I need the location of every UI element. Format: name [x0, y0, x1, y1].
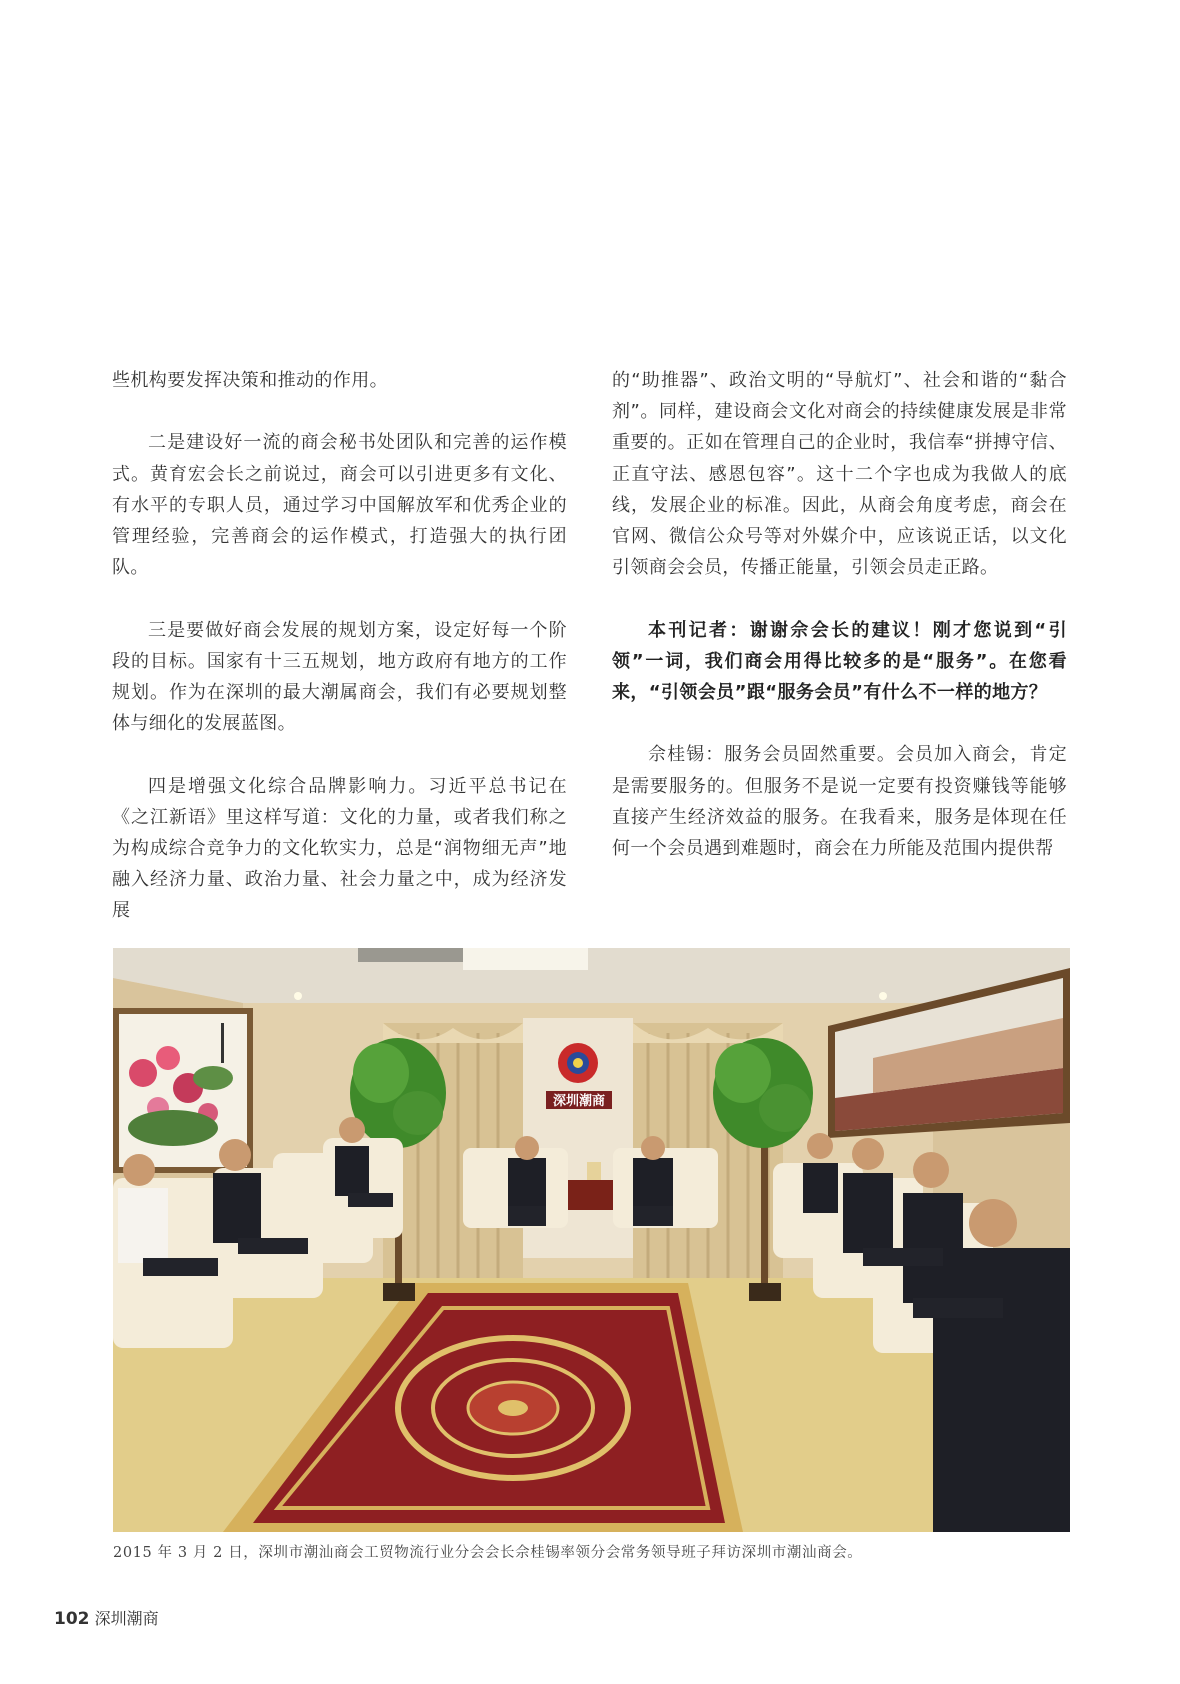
- paragraph: 本刊记者：谢谢佘会长的建议！刚才您说到“引领”一词，我们商会用得比较多的是“服务”。在您看来，“引领会员”跟“服务会员”有什么不一样的地方？: [612, 619, 1067, 704]
- left-text-column: [112, 365, 567, 927]
- paragraph: 二是建设好一流的商会秘书处团队和完善的运作模式。黄育宏会长之前说过，商会可以引进更多有文化、有水平的专职人员，通过学习中国解放军和优秀企业的管理经验，完善商会的运作模式，打造强大的执行团队。: [112, 432, 567, 579]
- paragraph: 四是增强文化综合品牌影响力。习近平总书记在《之江新语》里这样写道：文化的力量，或者我们称之为构成综合竞争力的文化软实力，总是“润物细无声”地融入经济力量、政治力量、社会力量之中，成为经济发展: [112, 775, 567, 922]
- page-number: 102: [54, 1609, 90, 1629]
- paragraph: 些机构要发挥决策和推动的作用。: [112, 370, 388, 391]
- ceiling-vent: [358, 948, 463, 962]
- page-folio: [54, 1606, 159, 1629]
- logo-sign-text: 深圳潮商: [552, 1094, 606, 1109]
- chamber-logo: [558, 1043, 598, 1083]
- paragraph: 佘桂锡：服务会员固然重要。会员加入商会，肯定是需要服务的。但服务不是说一定要有投资赚钱等能够直接产生经济效益的服务。在我看来，服务是体现在任何一个会员遇到难题时，商会在力所能及范围内提供帮: [612, 744, 1067, 860]
- magazine-name: 深圳潮商: [94, 1609, 159, 1628]
- tea-table: [565, 1180, 621, 1210]
- meeting-room-illustration: [113, 948, 1070, 1532]
- right-text-column: [612, 365, 1067, 864]
- paragraph: 三是要做好商会发展的规划方案，设定好每一个阶段的目标。国家有十三五规划，地方政府有地方的工作规划。作为在深圳的最大潮属商会，我们有必要规划整体与细化的发展蓝图。: [112, 619, 567, 735]
- paragraph: 的“助推器”、政治文明的“导航灯”、社会和谐的“黏合剂”。同样，建设商会文化对商会的持续健康发展是非常重要的。正如在管理自己的企业时，我信奉“拼搏守信、正直守法、感恩包容”。这十二个字也成为我做人的底线，发展企业的标准。因此，从商会角度考虑，商会在官网、微信公众号等对外媒介中，应该说正话，以文化引领商会会员，传播正能量，引领会员走正路。: [612, 370, 1067, 579]
- meeting-photo: [113, 948, 1070, 1532]
- photo-caption: 2015 年 3 月 2 日，深圳市潮汕商会工贸物流行业分会会长佘桂锡率领分会常务领导班子拜访深圳市潮汕商会。: [113, 1545, 863, 1561]
